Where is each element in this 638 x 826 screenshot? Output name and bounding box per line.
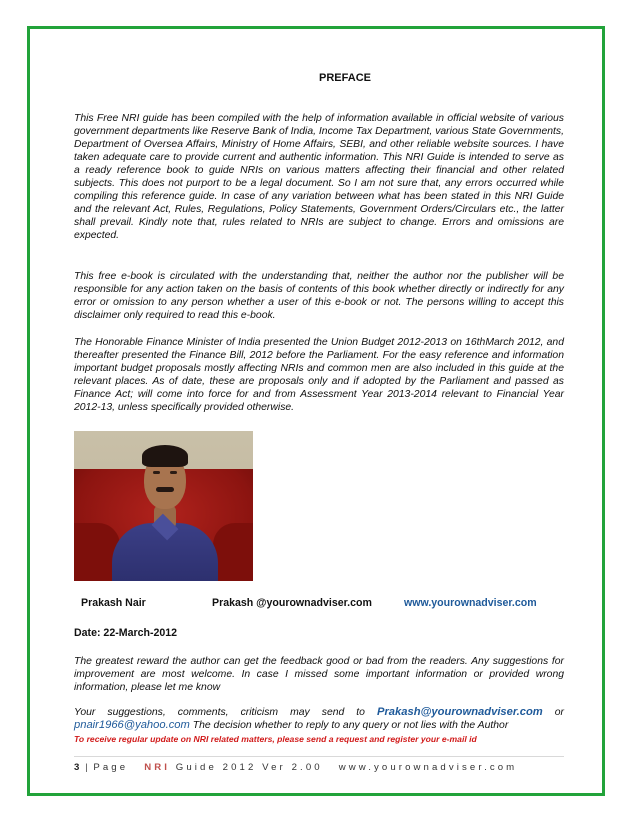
contact-email-link-primary[interactable]: Prakash@yourownadviser.com	[376, 706, 543, 718]
document-date: Date: 22-March-2012	[74, 627, 178, 639]
feedback-paragraph: The greatest reward the author can get the feedback good or bad from the readers. Any suggestions for improvement are most welcome. In case I missed some important information or provided wrong information, please let me know	[74, 656, 564, 693]
sofa-arm-right	[213, 523, 253, 581]
footer-guide-version: Guide 2012 Ver 2.00	[175, 762, 323, 773]
eye-left	[153, 471, 160, 474]
author-email[interactable]: Prakash @yourownadviser.com	[212, 597, 372, 609]
footer-separator: |	[85, 762, 88, 773]
register-note: To receive regular update on NRI related matters, please send a request and register your e-mail id	[74, 734, 477, 744]
author-name: Prakash Nair	[81, 597, 146, 609]
footer-nri: NRI	[144, 762, 171, 773]
contact-or-text: or	[542, 707, 564, 718]
mustache-shape	[156, 487, 174, 492]
author-website-link[interactable]: www.yourownadviser.com	[404, 597, 537, 609]
footer-website[interactable]: www.yourownadviser.com	[338, 762, 518, 773]
author-photo	[74, 431, 253, 581]
hair-shape	[142, 445, 188, 467]
footer-page-number: 3	[74, 762, 80, 773]
footer-divider	[74, 756, 564, 757]
contact-email-link-secondary[interactable]: pnair1966@yahoo.com	[74, 719, 190, 731]
eye-right	[170, 471, 177, 474]
footer-page-word: Page	[93, 762, 129, 773]
page-title: PREFACE	[319, 72, 371, 84]
budget-paragraph: The Honorable Finance Minister of India presented the Union Budget 2012-2013 on 16thMarch 2012, and thereafter presented the Finance Bill, 2012 before the Parliament. For the easy reference and information important budget proposals mostly affecting NRIs and common men are also included in this guide at the relevant places. As of date, these are proposals only and if adopted by the Parliament and passed as Finance Act; will come into force for and from Assessment Year 2013-2014 relevant to Financial Year 2012-13, unless specifically provided otherwise.	[74, 337, 564, 413]
contact-paragraph	[74, 706, 564, 732]
circulation-paragraph: This free e-book is circulated with the understanding that, neither the author nor the publisher will be responsible for any action taken on the basis of contents of this book whether directly or indirectly for any error or omission to any person whether a user of this e-book or not. The persons willing to accept this disclaimer only required to read this e-book.	[74, 271, 564, 321]
contact-decision-text: The decision whether to reply to any query or not lies with the Author	[189, 720, 509, 731]
disclaimer-paragraph: This Free NRI guide has been compiled with the help of information available in official website of various government departments like Reserve Bank of India, Income Tax Department, various State Governments, Department of Oversea Affairs, Ministry of Home Affairs, SEBI, and other reliable website sources. I have taken adequate care to provide current and authentic information. This NRI Guide is intended to serve as a ready reference book to guide NRIs on various matters affecting their financial and other related subjects. This does not purport to be a legal document. So I am not sure that, any errors occurred while compiling this reference guide. In case of any variation between what has been stated in this NRI Guide and the relevant Act, Rules, Regulations, Policy Statements, Government Orders/Circulars etc., the latter shall prevail. Kindly note that, rules related to NRIs are subject to change. Errors and omissions are expected.	[74, 113, 564, 241]
contact-intro-text: Your suggestions, comments, criticism may send to	[74, 707, 377, 718]
page-footer	[74, 762, 517, 773]
